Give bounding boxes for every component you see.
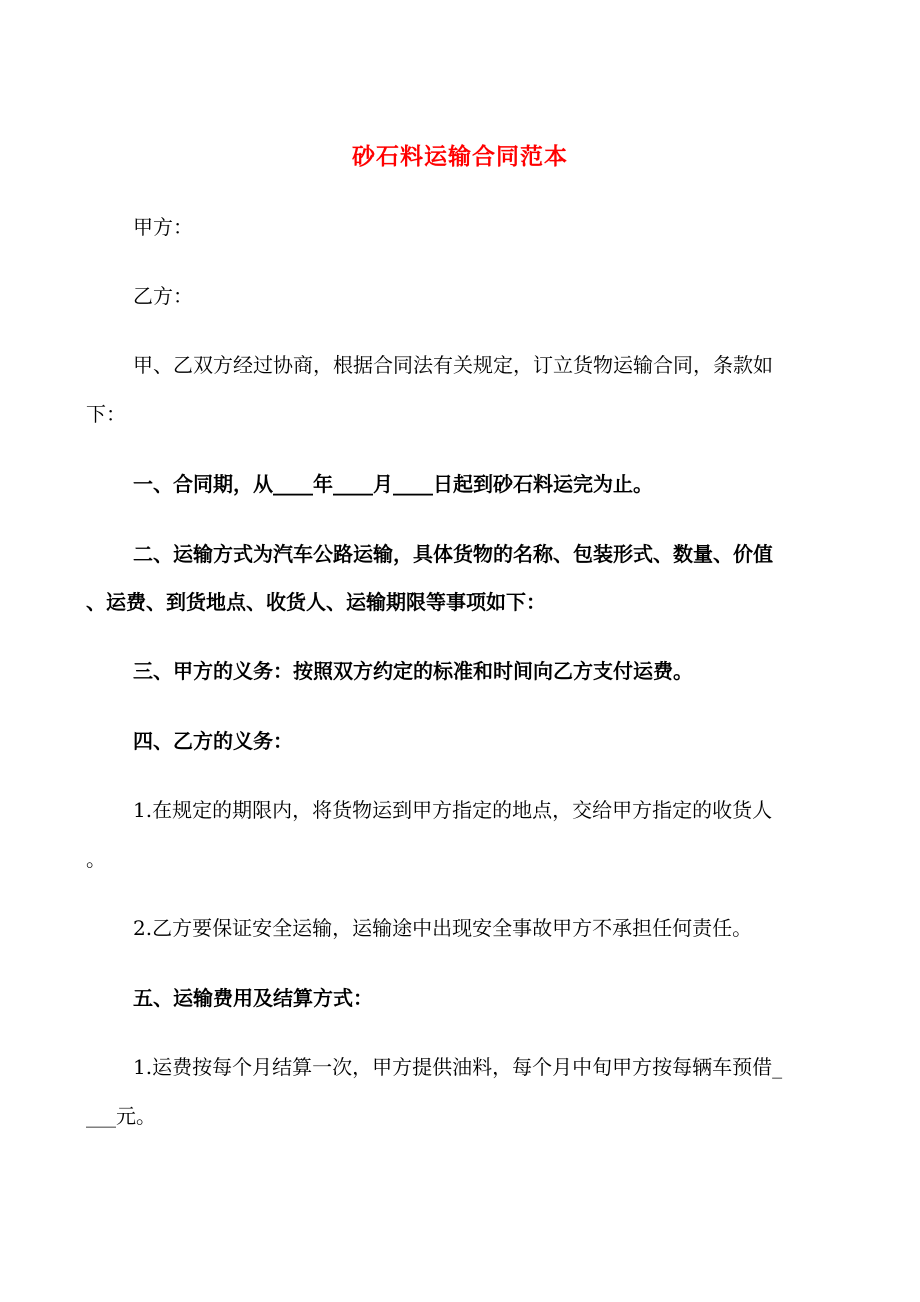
clause-2-line-1: 二、运输方式为汽车公路运输，具体货物的名称、包装形式、数量、价值 [133,542,773,566]
clause-5-heading: 五、运输费用及结算方式： [133,986,373,1010]
clause-4-item-1-line-1: 1.在规定的期限内，将货物运到甲方指定的地点，交给甲方指定的收货人 [133,798,773,822]
clause-4-heading: 四、乙方的义务： [133,729,293,753]
clause-5-item-1-line-1: 1.运费按每个月结算一次，甲方提供油料，每个月中旬甲方按每辆车预借_ [133,1055,783,1079]
party-b-label: 乙方： [133,284,193,308]
party-a-label: 甲方： [133,215,193,239]
clause-5-item-1-line-2: ___元。 [86,1104,156,1128]
clause-4-item-2: 2.乙方要保证安全运输，运输途中出现安全事故甲方不承担任何责任。 [133,916,753,940]
clause-2-line-2: 、运费、到货地点、收货人、运输期限等事项如下： [86,590,546,614]
intro-line-1: 甲、乙双方经过协商，根据合同法有关规定，订立货物运输合同，条款如 [133,353,773,377]
document-title: 砂石料运输合同范本 [352,143,568,170]
intro-line-2: 下： [86,402,126,426]
clause-4-item-1-line-2: 。 [86,847,106,871]
clause-1: 一、合同期，从____年____月____日起到砂石料运完为止。 [133,472,653,496]
clause-3: 三、甲方的义务：按照双方约定的标准和时间向乙方支付运费。 [133,659,693,683]
